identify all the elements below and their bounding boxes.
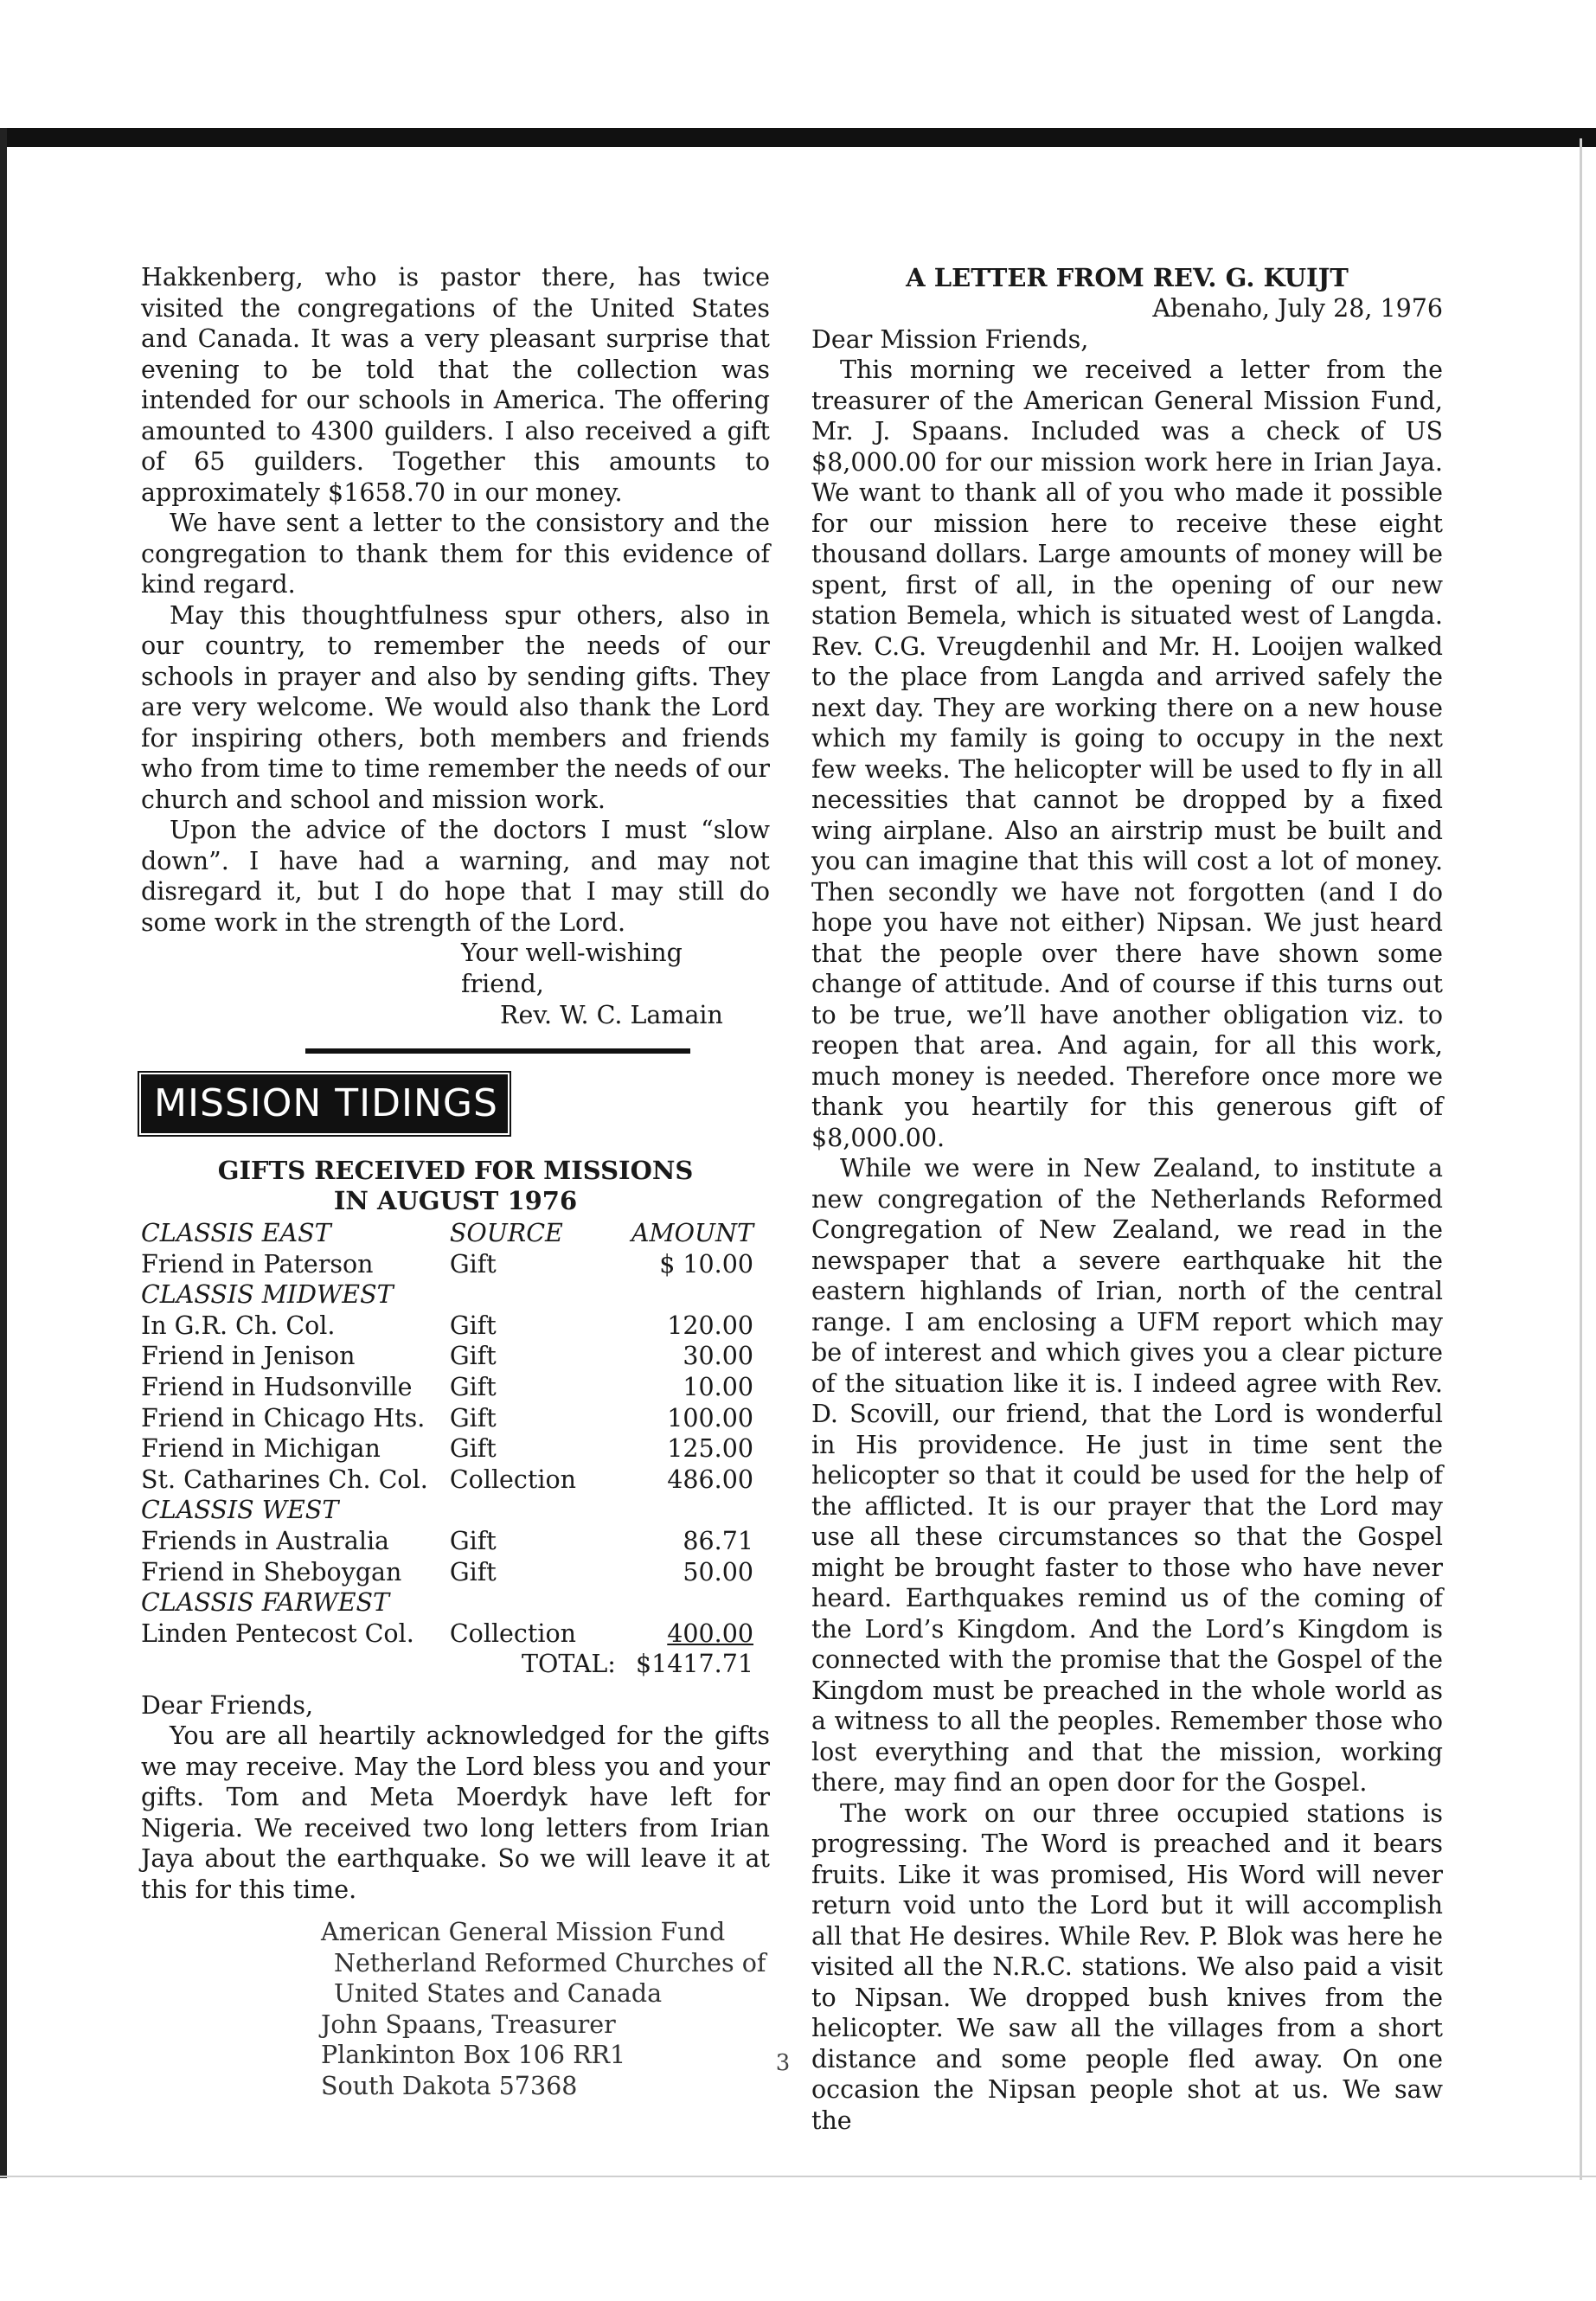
note-body: You are all heartily acknowledged for the gifts we may receive. May the Lord bless you and your gifts. Tom and Meta Moerdyk have left for Nigeria. We received two long letters from Irian Jaya about the earthquake. So we will leave it at this for this time. (141, 1721, 770, 1904)
column-header-amount: AMOUNT (631, 1219, 753, 1247)
gifts-title-line: IN AUGUST 1976 (333, 1186, 578, 1215)
total-amount: $1417.71 (636, 1650, 753, 1679)
letter-title: A LETTER FROM REV. G. KUIJT (906, 263, 1349, 292)
gift-source: Gift (449, 1249, 497, 1279)
letter-dateline: Abenaho, July 28, 1976 (1152, 294, 1443, 323)
section-divider (305, 1048, 690, 1054)
donor-name: St. Catharines Ch. Col. (141, 1465, 428, 1494)
right-column (811, 262, 1443, 2136)
scan-top-border (0, 128, 1596, 147)
paragraph: We have sent a letter to the consistory and the congregation to thank them for this evidence of kind regard. (141, 509, 770, 599)
closing-line: Your well-wishing friend, (461, 939, 683, 998)
mission-tidings-banner: MISSION TIDINGS (141, 1074, 508, 1133)
table-row (141, 1557, 772, 1588)
address-line: Netherland Reformed Churches of (334, 1948, 766, 1977)
paragraph: Upon the advice of the doctors I must “slow down”. I have had a warning, and may not disregard it, but I do hope that I may still do some work in the strength of the Lord. (141, 816, 770, 937)
classis-label: CLASSIS MIDWEST (141, 1280, 394, 1310)
signature: Rev. W. C. Lamain (500, 1001, 723, 1029)
table-header-row (141, 1218, 772, 1249)
address-line: South Dakota 57368 (321, 2071, 578, 2100)
classis-row (141, 1279, 772, 1311)
gift-source: Gift (449, 1434, 497, 1464)
gifts-title (141, 1156, 770, 1216)
total-row (141, 1649, 772, 1680)
gift-amount: 50.00 (683, 1557, 753, 1586)
gift-source: Gift (449, 1311, 497, 1340)
gift-amount: 400.00 (667, 1618, 753, 1648)
gift-source: Gift (449, 1342, 497, 1371)
total-label: TOTAL: (521, 1650, 616, 1679)
gift-amount: 100.00 (667, 1403, 753, 1433)
gift-source: Collection (449, 1618, 576, 1648)
classis-row (141, 1495, 772, 1526)
scan-left-border (0, 128, 7, 2178)
table-row (141, 1403, 772, 1434)
column-header-classis: CLASSIS EAST (141, 1219, 331, 1247)
table-row (141, 1618, 772, 1650)
letter-salutation: Dear Mission Friends, (811, 324, 1089, 354)
paragraph: While we were in New Zealand, to institute a new congregation of the Netherlands Reformed Congregation of New Zealand, we read in the newspaper that a severe earthquake hit the eastern highlands of Irian, north of the central range. I am enclosing a UFM report which may be of interest and which gives you a clear picture of the situation like it is. I indeed agree with Rev. D. Scovill, our friend, that the Lord is wonderful in His providence. He just in time sent the helicopter so that it could be used for the help of the afflicted. It is our prayer that the Lord may use all these circumstances so that the Gospel might be brought faster to those who have never heard. Earthquakes remind us of the coming of the Lord’s Kingdom. And the Lord’s Kingdom is connected with the promise that the Gospel of the Kingdom must be preached in the whole world as a witness to all the peoples. Remember those who lost everything and that the mission, working there, may find an open door for the Gospel. (811, 1154, 1443, 1797)
donor-name: Friend in Paterson (141, 1249, 374, 1279)
classis-row (141, 1587, 772, 1618)
address-line: United States and Canada (334, 1979, 663, 2009)
gift-amount: 86.71 (683, 1526, 753, 1555)
table-row (141, 1526, 772, 1557)
gift-amount: 30.00 (683, 1342, 753, 1371)
donor-name: Friend in Jenison (141, 1342, 356, 1371)
donor-name: Friend in Hudsonville (141, 1372, 413, 1401)
note-salutation: Dear Friends, (141, 1690, 314, 1720)
address-line: John Spaans, Treasurer (321, 2009, 616, 2039)
classis-label: CLASSIS FARWEST (141, 1588, 390, 1618)
scan-bottom-edge (0, 2176, 1596, 2177)
table-row (141, 1433, 772, 1465)
table-row (141, 1465, 772, 1496)
gift-source: Gift (449, 1557, 497, 1586)
gift-amount: 10.00 (683, 1372, 753, 1401)
address-line: American General Mission Fund (321, 1918, 726, 1947)
table-row (141, 1249, 772, 1280)
donor-name: Friends in Australia (141, 1526, 390, 1555)
donor-name: Friend in Michigan (141, 1434, 381, 1464)
gift-source: Gift (449, 1526, 497, 1555)
gift-amount: 125.00 (667, 1434, 753, 1464)
table-row (141, 1311, 772, 1342)
paragraph: May this thoughtfulness spur others, also in our country, to remember the needs of our schools in prayer and also by sending gifts. They are very welcome. We would also thank the Lord for inspiring others, both members and friends who from time to time remember the needs of our church and school and mission work. (141, 600, 770, 814)
table-row (141, 1341, 772, 1372)
classis-label: CLASSIS WEST (141, 1496, 339, 1525)
gift-source: Gift (449, 1403, 497, 1433)
paragraph: Hakkenberg, who is pastor there, has twice visited the congregations of the United States and Canada. It was a very pleasant surprise that evening to be told that the collection was intended for our schools in America. The offering amounted to 4300 guilders. I also received a gift of 65 guilders. Together this amounts to approximately $1658.70 in our money. (141, 263, 770, 507)
table-row (141, 1372, 772, 1403)
donor-name: Friend in Chicago Hts. (141, 1403, 426, 1433)
paragraph: This morning we received a letter from the treasurer of the American General Mission Fund, Mr. J. Spaans. Included was a check of US $8,000.00 for our mission work here in Irian Jaya. We want to thank all of you who made it possible for our mission here to receive these eight thousand dollars. Large amounts of money will be spent, first of all, in the opening of our new station Bemela, which is situated west of Langda. Rev. C.G. Vreugdenhil and Mr. H. Looijen walked to the place from Langda and arrived safely the next day. They are working there on a new house which my family is going to occupy in the next few weeks. The helicopter will be used to fly in all necessities that cannot be dropped by a fixed wing airplane. Also an airstrip must be built and you can imagine that this will cost a lot of money. Then secondly we have not forgotten (and I do hope you have not either) Nipsan. We just heard that the people over there have shown some change of attitude. And of course if this turns out to be true, we’ll have another obligation viz. to reopen that area. And again, for all this work, much money is needed. Therefore once more we thank you heartily for this generous gift of $8,000.00. (811, 356, 1443, 1152)
gift-source: Gift (449, 1372, 497, 1401)
scan-right-edge (1580, 138, 1582, 2180)
donor-name: Friend in Sheboygan (141, 1557, 402, 1586)
gifts-table (141, 1218, 772, 1680)
gift-source: Collection (449, 1465, 576, 1494)
left-column (141, 262, 770, 2101)
address-line: Plankinton Box 106 RR1 (321, 2041, 626, 2070)
paragraph: The work on our three occupied stations is progressing. The Word is preached and it bears fruits. Like it was promised, His Word will never return void unto the Lord but it will accomplish all that He desires. While Rev. P. Blok was here he visited all the N.R.C. stations. We also paid a visit to Nipsan. We dropped bush knives from the helicopter. We saw all the villages from a short distance and some people fled away. On one occasion the Nipsan people shot at us. We saw the (811, 1798, 1443, 2135)
column-header-source: SOURCE (449, 1219, 563, 1247)
gift-amount: 120.00 (667, 1311, 753, 1340)
page-number: 3 (775, 2050, 791, 2076)
gift-amount: 486.00 (667, 1465, 753, 1494)
gift-amount: $ 10.00 (659, 1249, 753, 1279)
donor-name: Linden Pentecost Col. (141, 1618, 414, 1648)
letter-closing (461, 938, 770, 1031)
address-block (321, 1917, 770, 2101)
donor-name: In G.R. Ch. Col. (141, 1311, 336, 1340)
gifts-title-line: GIFTS RECEIVED FOR MISSIONS (217, 1156, 694, 1185)
